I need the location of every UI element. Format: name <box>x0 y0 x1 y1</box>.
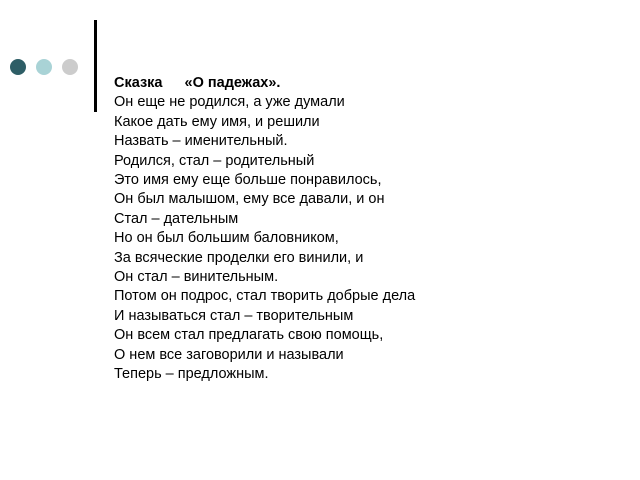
title-name: «О падежах». <box>184 75 281 91</box>
text-line: Теперь – предложным. <box>114 366 269 383</box>
text-line: Стал – дательным <box>114 210 239 227</box>
text-line: О нем все заговорили и называли <box>114 346 344 363</box>
slide-title <box>114 74 415 93</box>
text-line: Он был малышом, ему все давали, и он <box>114 191 385 208</box>
text-line: Он всем стал предлагать свою помощь, <box>114 327 384 344</box>
decorative-dots <box>10 59 78 75</box>
vertical-divider <box>94 20 97 112</box>
text-line: Какое дать ему имя, и решили <box>114 113 320 130</box>
dot-gray <box>62 59 78 75</box>
text-line: Он еще не родился, а уже думали <box>114 94 345 111</box>
text-line: Родился, стал – родительный <box>114 152 315 169</box>
dot-dark-teal <box>10 59 26 75</box>
title-word: Сказка <box>114 75 163 91</box>
text-line: За всяческие проделки его винили, и <box>114 249 364 266</box>
text-line: Это имя ему еще больше понравилось, <box>114 172 382 189</box>
text-line: Он стал – винительным. <box>114 269 279 286</box>
dot-light-teal <box>36 59 52 75</box>
text-line: Назвать – именительный. <box>114 133 288 150</box>
slide-text <box>114 74 415 385</box>
text-line: Потом он подрос, стал творить добрые дела <box>114 288 416 305</box>
text-line: Но он был большим баловником, <box>114 230 339 247</box>
text-line: И называться стал – творительным <box>114 307 354 324</box>
